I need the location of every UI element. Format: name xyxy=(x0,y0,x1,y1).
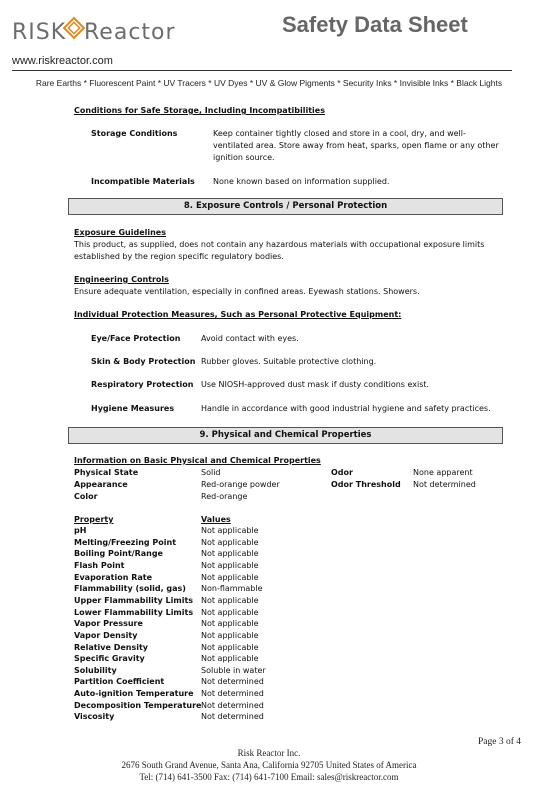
property-value: Not applicable xyxy=(201,537,259,547)
odor-label: Odor xyxy=(331,468,353,477)
logo-text-risk: RISK xyxy=(12,20,67,45)
storage-conditions-label: Storage Conditions xyxy=(91,129,178,138)
property-value: Not applicable xyxy=(201,560,259,570)
exposure-guidelines-line-2: established by the region specific regulatory bodies. xyxy=(74,252,284,261)
website-link[interactable]: www.riskreactor.com xyxy=(12,55,113,67)
company-logo xyxy=(12,16,176,50)
footer-company: Risk Reactor Inc. xyxy=(237,748,301,758)
color-value: Red-orange xyxy=(201,492,248,501)
ppe-label-skin: Skin & Body Protection xyxy=(91,357,196,366)
odor-threshold-value: Not determined xyxy=(413,480,476,489)
property-label: Melting/Freezing Point xyxy=(74,537,177,547)
property-label: Partition Coefficient xyxy=(74,677,165,687)
footer-contact: Tel: (714) 641-3500 Fax: (714) 641-7100 Email: sales@riskreactor.com xyxy=(139,772,399,782)
property-label: Boiling Point/Range xyxy=(74,549,163,559)
logo-mark-icon xyxy=(62,16,86,40)
exposure-guidelines-heading: Exposure Guidelines xyxy=(74,228,166,237)
page-number: Page 3 of 4 xyxy=(478,737,522,747)
property-value: Not applicable xyxy=(201,642,259,652)
property-label: Upper Flammability Limits xyxy=(74,595,194,605)
storage-heading: Conditions for Safe Storage, Including Incompatibilities xyxy=(74,106,325,115)
odor-value: None apparent xyxy=(413,468,473,477)
storage-conditions-line-1: Keep container tightly closed and store in a cool, dry, and well- xyxy=(213,129,466,138)
logo-text-reactor: Reactor xyxy=(84,20,176,45)
product-tagline: Rare Earths * Fluorescent Paint * UV Tracers * UV Dyes * UV & Glow Pigments * Security Inks * Invisible Inks * Black Lights xyxy=(35,78,503,88)
property-value: Not determined xyxy=(201,712,264,722)
property-label: Flash Point xyxy=(74,560,125,570)
header-divider xyxy=(12,70,512,71)
footer-address: 2676 South Grand Avenue, Santa Ana, California 92705 United States of America xyxy=(121,760,417,770)
property-value: Not applicable xyxy=(201,549,259,559)
property-value: Not applicable xyxy=(201,595,259,605)
storage-conditions-line-3: ignition source. xyxy=(213,153,275,162)
incompatible-materials-value: None known based on information supplied. xyxy=(213,177,390,186)
appearance-label: Appearance xyxy=(74,480,128,489)
property-label: Specific Gravity xyxy=(74,654,145,664)
section-8-header: 8. Exposure Controls / Personal Protection xyxy=(68,198,503,215)
property-value: Not applicable xyxy=(201,526,259,535)
basic-properties-heading: Information on Basic Physical and Chemical Properties xyxy=(74,456,321,465)
incompatible-materials-label: Incompatible Materials xyxy=(91,177,195,186)
property-label: Vapor Density xyxy=(74,630,138,640)
property-value: Not applicable xyxy=(201,630,259,640)
ppe-label-eye: Eye/Face Protection xyxy=(91,334,181,343)
ppe-value-skin: Rubber gloves. Suitable protective clothing. xyxy=(201,357,377,366)
engineering-controls-text: Ensure adequate ventilation, especially in confined areas. Eyewash stations. Showers. xyxy=(74,287,420,296)
ppe-value-hygiene: Handle in accordance with good industrial hygiene and safety practices. xyxy=(201,404,491,413)
property-column-header: Property xyxy=(74,515,114,524)
section-9-header: 9. Physical and Chemical Properties xyxy=(68,427,503,444)
property-label: Flammability (solid, gas) xyxy=(74,584,186,594)
physical-state-label: Physical State xyxy=(74,468,139,477)
exposure-guidelines-line-1: This product, as supplied, does not contain any hazardous materials with occupational exposure limits xyxy=(74,240,485,249)
property-value: Not applicable xyxy=(201,572,259,582)
ppe-label-respiratory: Respiratory Protection xyxy=(91,380,194,389)
property-label: Relative Density xyxy=(74,642,149,652)
property-value: Not applicable xyxy=(201,607,259,617)
values-column-header: Values xyxy=(201,515,231,524)
property-label: Vapor Pressure xyxy=(74,619,143,629)
property-label: pH xyxy=(74,526,87,535)
property-label: Solubility xyxy=(74,665,117,675)
property-label: Auto-ignition Temperature xyxy=(74,689,194,699)
property-value: Not applicable xyxy=(201,619,259,629)
property-label: Evaporation Rate xyxy=(74,572,152,582)
property-value: Not determined xyxy=(201,689,264,699)
appearance-value: Red-orange powder xyxy=(201,480,280,489)
property-value: Not determined xyxy=(201,700,264,710)
odor-threshold-label: Odor Threshold xyxy=(331,480,401,489)
property-value: Not applicable xyxy=(201,654,259,664)
ppe-heading: Individual Protection Measures, Such as Personal Protective Equipment: xyxy=(74,310,402,319)
property-value: Not determined xyxy=(201,677,264,687)
property-label: Viscosity xyxy=(74,712,115,722)
engineering-controls-heading: Engineering Controls xyxy=(74,275,169,284)
storage-conditions-line-2: ventilated area. Store away from heat, sparks, open flame or any other xyxy=(213,141,499,150)
physical-state-value: Solid xyxy=(201,468,221,477)
property-value: Soluble in water xyxy=(201,665,266,675)
property-value: Non-flammable xyxy=(201,584,263,594)
ppe-label-hygiene: Hygiene Measures xyxy=(91,404,175,413)
ppe-value-eye: Avoid contact with eyes. xyxy=(201,334,299,343)
color-label: Color xyxy=(74,492,98,501)
ppe-value-respiratory: Use NIOSH-approved dust mask if dusty conditions exist. xyxy=(201,380,430,389)
property-label: Decomposition Temperature xyxy=(74,700,202,710)
property-label: Lower Flammability Limits xyxy=(74,607,194,617)
document-title: Safety Data Sheet xyxy=(282,12,468,37)
